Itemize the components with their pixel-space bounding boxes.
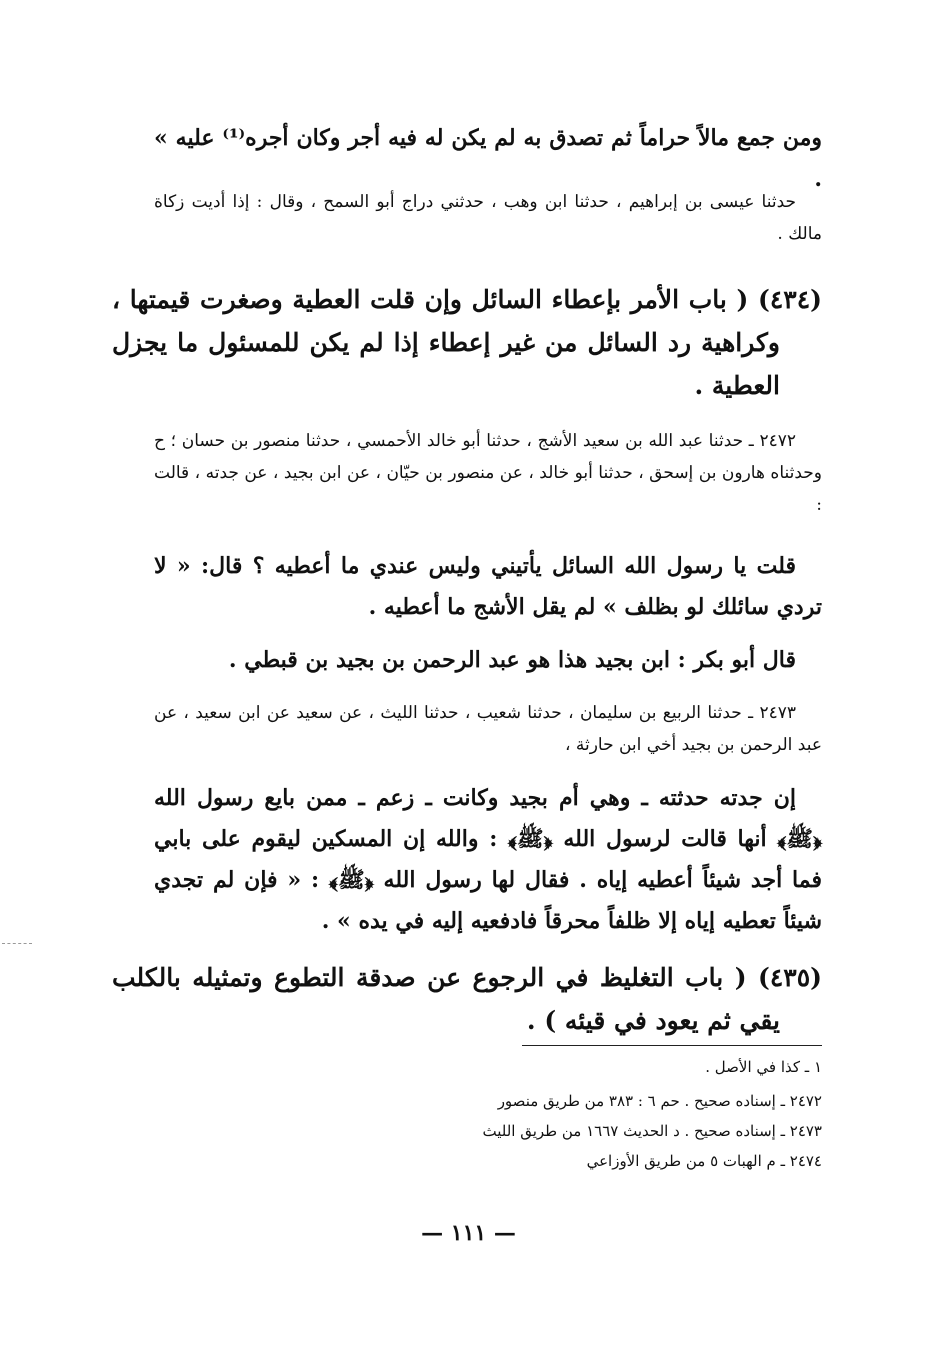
abu-bakr-comment: قال أبو بكر : ابن بجيد هذا هو عبد الرحمن بن بجيد بن قبطي . (228, 647, 796, 673)
hadith-2473-matn: إن جدته حدثته ـ وهي أم بجيد وكانت ـ زعم ـ ممن بايع رسول الله ﴿ﷺ﴾ أنها قالت لرسول الله ﴿ﷺ﴾ : والله إن المسكين ليقوم على بابي فما أجد شيئاً أعطيه إياه . فقال لها رسول الله ﴿ﷺ﴾ : « فإن لم تجدي شيئاً تعطيه إياه إلا ظلفاً محرقاً فادفعيه إليه في يده » . (154, 785, 822, 934)
margin-mark (2, 943, 32, 944)
hadith-2472-isnad: ٢٤٧٢ ـ حدثنا عبد الله بن سعيد الأشج ، حدثنا أبو خالد الأحمسي ، حدثنا منصور بن حسان ؛ ح وحدثناه هارون بن إسحق ، حدثنا أبو خالد ، عن منصور بن حيّان ، عن ابن بجيد ، عن جدته ، قالت : (154, 431, 822, 515)
isnad-paragraph: حدثنا عيسى بن إبراهيم ، حدثنا ابن وهب ، حدثني دراج أبو السمح ، وقال : إذا أديت زكاة مالك . (154, 192, 822, 244)
hadith-2473-isnad: ٢٤٧٣ ـ حدثنا الربيع بن سليمان ، حدثنا شعيب ، حدثنا الليث ، عن سعيد عن ابن سعيد ، عن عبد الرحمن بن بجيد أخي ابن حارثة ، (154, 703, 822, 755)
hadith-2472-matn: قلت يا رسول الله السائل يأتيني وليس عندي ما أعطيه ؟ قال: « لا تردي سائلك لو بظلف » لم يقل الأشج ما أعطيه . (154, 553, 822, 620)
footnotes (154, 1052, 822, 1176)
footnote-1: ١ ـ كذا في الأصل . (705, 1058, 822, 1076)
footnote-separator (522, 1045, 822, 1046)
footnote-2474: ٢٤٧٤ ـ م الهبات ٥ من طريق الأوزاعي (586, 1152, 822, 1170)
footnote-2472: ٢٤٧٢ ـ إسناده صحيح . حم ٦ : ٣٨٣ من طريق منصور (497, 1092, 822, 1110)
footnote-2473: ٢٤٧٣ ـ إسناده صحيح . د الحديث ١٦٦٧ من طريق الليث (482, 1122, 822, 1140)
chapter-heading-434: (٤٣٤) ( باب الأمر بإعطاء السائل وإن قلت العطية وصغرت قيمتها ، وكراهية رد السائل من غير إعطاء إذا لم يكن للمسئول ما يجزل العطية . (112, 285, 823, 400)
page-number: — ١١١ — (421, 1220, 516, 1246)
chapter-heading-435: (٤٣٥) ( باب التغليظ في الرجوع عن صدقة التطوع وتمثيله بالكلب يقي ثم يعود في قيئه ) . (112, 963, 822, 1035)
hadith-ending-paragraph: ومن جمع مالاً حراماً ثم تصدق به لم يكن له فيه أجر وكان أجره⁽¹⁾ عليه » . (154, 125, 822, 192)
